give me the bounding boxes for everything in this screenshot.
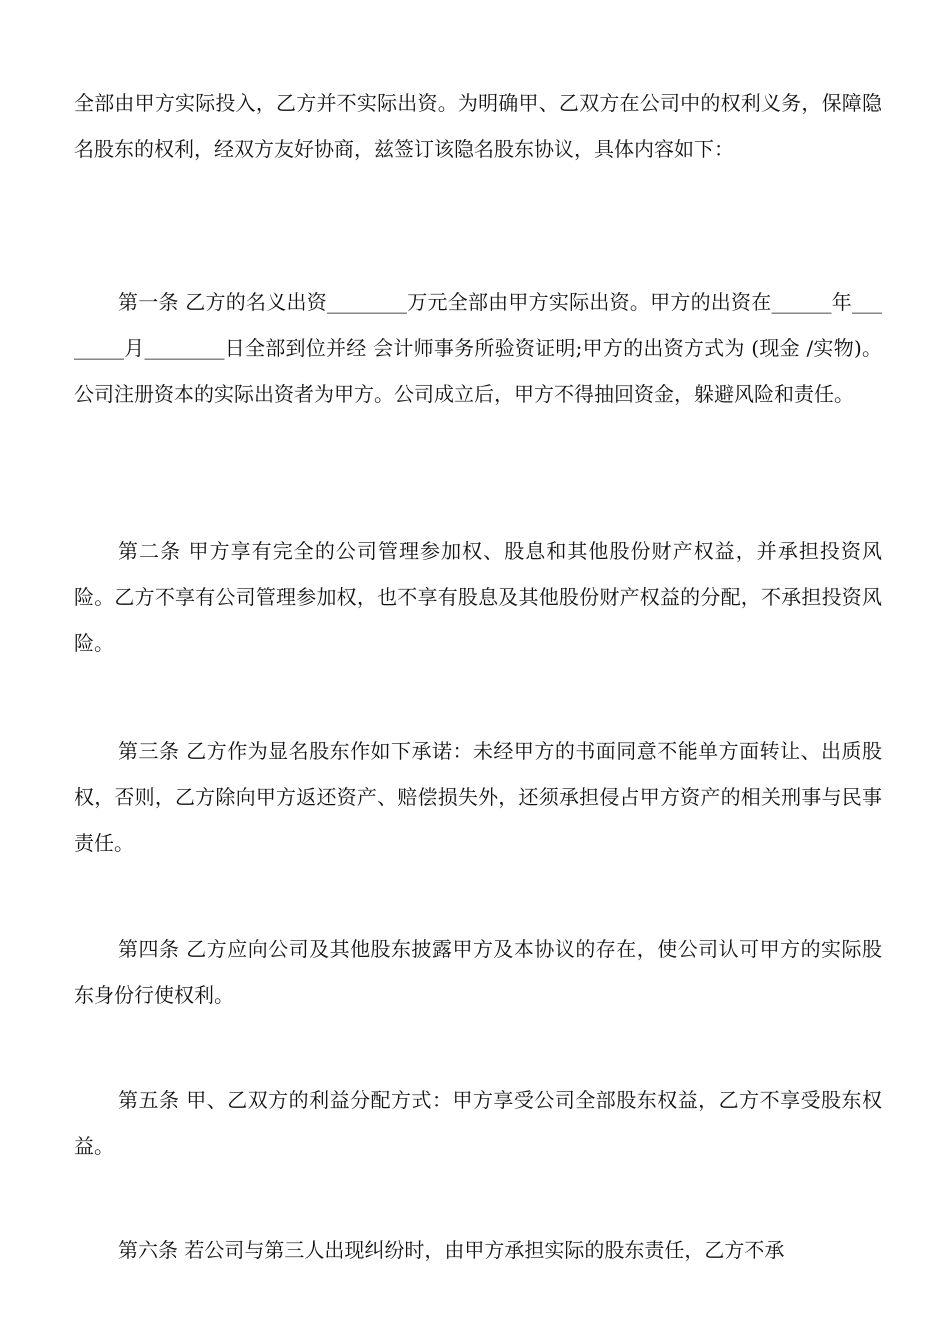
- article-2-paragraph: 第二条 甲方享有完全的公司管理参加权、股息和其他股份财产权益，并承担投资风险。乙方不享有公司管理参加权，也不享有股息及其他股份财产权益的分配，不承担投资风险。: [74, 539, 882, 655]
- intro-paragraph: 全部由甲方实际投入，乙方并不实际出资。为明确甲、乙双方在公司中的权利义务，保障隐名股东的权利，经双方友好协商，兹签订该隐名股东协议，具体内容如下：: [74, 91, 882, 161]
- article-4-paragraph: 第四条 乙方应向公司及其他股东披露甲方及本协议的存在，使公司认可甲方的实际股东身份行使权利。: [74, 937, 882, 1007]
- article-3-paragraph: 第三条 乙方作为显名股东作如下承诺：未经甲方的书面同意不能单方面转让、出质股权，否则，乙方除向甲方返还资产、赔偿损失外，还须承担侵占甲方资产的相关刑事与民事责任。: [74, 739, 882, 855]
- article-5-paragraph: 第五条 甲、乙双方的利益分配方式：甲方享受公司全部股东权益，乙方不享受股东权益。: [74, 1088, 882, 1158]
- article-6-paragraph: 第六条 若公司与第三人出现纠纷时，由甲方承担实际的股东责任，乙方不承: [118, 1238, 785, 1262]
- article-1-paragraph: 第一条 乙方的名义出资________万元全部由甲方实际出资。甲方的出资在______年________月________日全部到位并经 会计师事务所验资证明;甲方的出资方式为 (现金 /实物)。公司注册资本的实际出资者为甲方。公司成立后，甲方不得抽回资金，躲避风险和责任。: [74, 290, 882, 406]
